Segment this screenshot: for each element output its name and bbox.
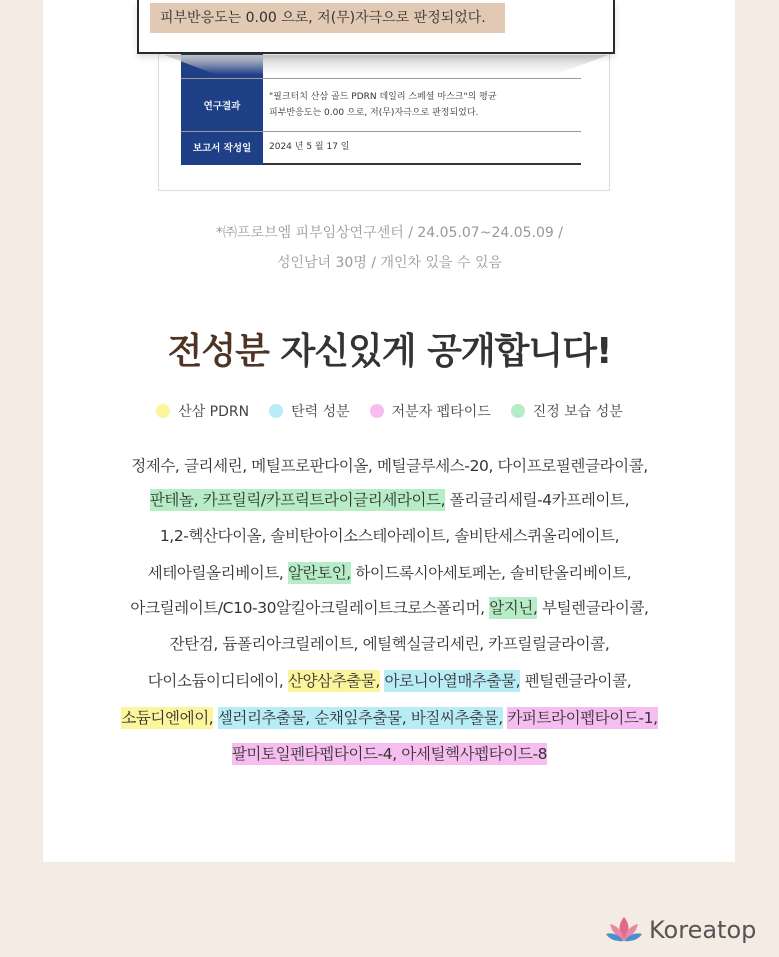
highlight-blue: 아로니아열매추출물, bbox=[384, 672, 521, 690]
highlight-yellow: 소듐디엔에이, bbox=[121, 709, 214, 727]
ingredient-line-3: 1,2-헥산다이올, 솔비탄아이소스테아레이트, 솔비탄세스퀴올리에이트, bbox=[159, 527, 620, 545]
highlight-yellow: 산양삼추출물, bbox=[287, 672, 380, 690]
green-dot-icon bbox=[511, 404, 525, 418]
ingredient-line-7 bbox=[0, 667, 779, 695]
report-label-result: 연구결과 bbox=[181, 78, 263, 131]
ingredient-legend bbox=[0, 400, 779, 422]
result-line-2: 피부반응도는 0.00 으로, 저(무)자극으로 판정되었다. bbox=[269, 107, 479, 118]
ingredient-line-1: 정제수, 글리세린, 메틸프로판다이올, 메틸글루세스-20, 다이프로필렌글라이콜, bbox=[131, 457, 648, 475]
page-headline bbox=[0, 323, 779, 374]
legend-item-soothing bbox=[511, 401, 623, 421]
report-value-result bbox=[263, 78, 581, 131]
ingredient-text: 세테아릴올리베이트, bbox=[147, 564, 288, 582]
yellow-dot-icon bbox=[156, 404, 170, 418]
source-line-2: 성인남녀 30명 / 개인차 있을 수 있음 bbox=[276, 255, 503, 271]
highlight-green: 판테놀, 카프릴릭/카프릭트라이글리세라이드, bbox=[149, 491, 446, 509]
ingredient-text: 펜틸렌글라이콜, bbox=[520, 672, 632, 690]
ingredient-text: 다이소듐이디티에이, bbox=[147, 672, 288, 690]
legend-label: 탄력 성분 bbox=[291, 404, 350, 420]
ingredient-line-6: 잔탄검, 듐폴리아크릴레이트, 에틸헥실글리세린, 카프릴릴글라이콜, bbox=[169, 635, 610, 653]
legend-item-elasticity bbox=[269, 401, 350, 421]
ingredient-line-8 bbox=[0, 704, 779, 732]
blue-dot-icon bbox=[269, 404, 283, 418]
report-value-date: 2024 년 5 월 17 일 bbox=[263, 131, 581, 164]
lotus-icon bbox=[605, 915, 643, 945]
ingredient-text: 폴리글리세릴-4카프레이트, bbox=[445, 491, 630, 509]
highlight-blue: 셀러리추출물, 순채잎추출물, 바질씨추출물, bbox=[217, 709, 503, 727]
result-callout bbox=[137, 0, 615, 54]
brand-name: Koreatop bbox=[649, 916, 757, 944]
report-row-date bbox=[181, 131, 581, 164]
ingredient-text: 부틸렌글라이콜, bbox=[537, 599, 649, 617]
pink-dot-icon bbox=[370, 404, 384, 418]
headline-rest: 자신있게 공개합니다! bbox=[268, 331, 612, 372]
headline-accent: 전성분 bbox=[167, 331, 269, 372]
ingredient-line-9 bbox=[0, 740, 779, 768]
result-line-1: "필크터치 산삼 골드 PDRN 데일리 스페셜 마스크"의 평균 bbox=[269, 91, 497, 102]
ingredient-text: 아크릴레이트/C10-30알킬아크릴레이트크로스폴리머, bbox=[130, 599, 490, 617]
highlight-pink: 팔미토일펜타펩타이드-4, 아세틸헥사펩타이드-8 bbox=[231, 745, 548, 763]
ingredient-line-4 bbox=[0, 559, 779, 587]
highlight-green: 알지닌, bbox=[489, 599, 538, 617]
ingredient-line-2 bbox=[0, 486, 779, 514]
legend-item-peptide bbox=[370, 401, 491, 421]
highlight-green: 알란토인, bbox=[287, 564, 351, 582]
legend-label: 진정 보습 성분 bbox=[532, 404, 623, 420]
legend-item-pdrn bbox=[156, 401, 249, 421]
legend-label: 산삼 PDRN bbox=[178, 404, 250, 420]
ingredient-line-5 bbox=[0, 594, 779, 622]
callout-shadow bbox=[164, 55, 608, 75]
report-label-date: 보고서 작성일 bbox=[181, 131, 263, 164]
brand-logo bbox=[605, 913, 756, 947]
legend-label: 저분자 펩타이드 bbox=[391, 404, 491, 420]
highlight-pink: 카퍼트라이펩타이드-1, bbox=[507, 709, 658, 727]
report-row-result bbox=[181, 78, 581, 131]
ingredient-text: 하이드록시아세토페논, 솔비탄올리베이트, bbox=[350, 564, 632, 582]
source-line-1: *㈜프로브엠 피부임상연구센터 / 24.05.07~24.05.09 / bbox=[216, 225, 563, 241]
callout-text: 피부반응도는 0.00 으로, 저(무)자극으로 판정되었다. bbox=[150, 3, 505, 33]
